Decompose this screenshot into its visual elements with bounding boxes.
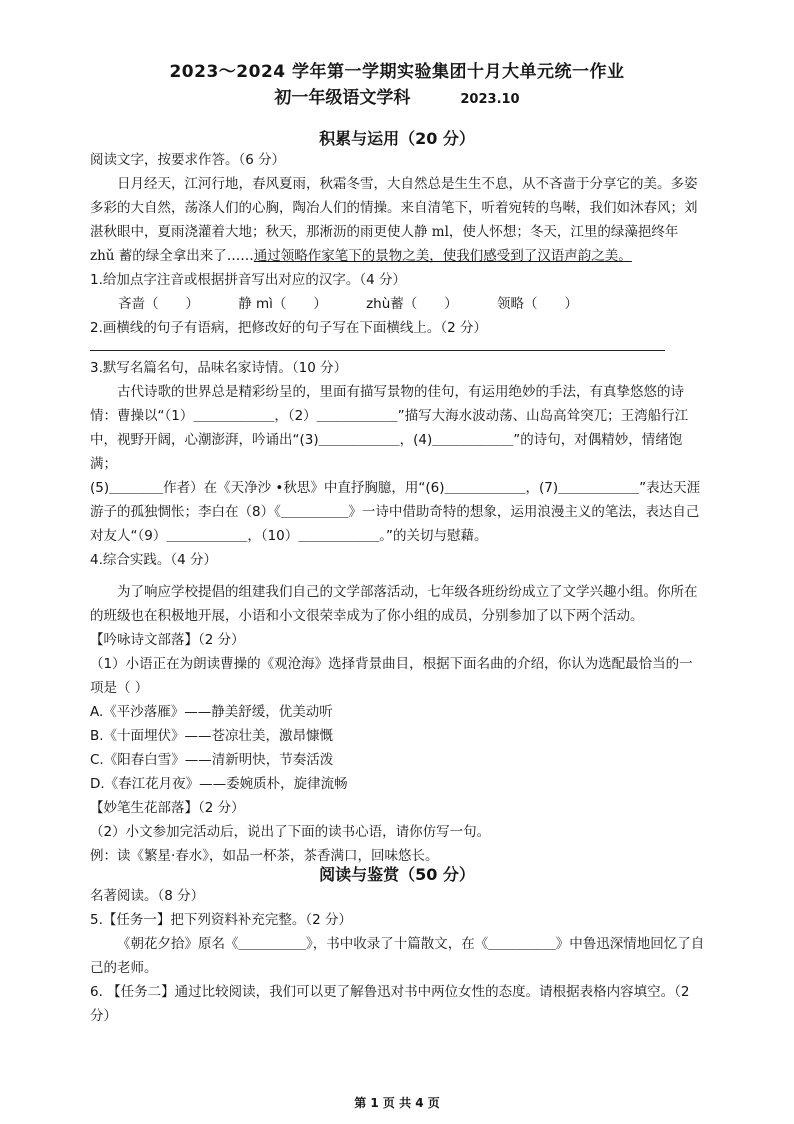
q1-item: 吝啬（ ） <box>118 296 199 312</box>
question-4-sub-2: （2）小文参加完活动后，说出了下面的读书心语，请你仿写一句。 <box>90 824 491 840</box>
question-1: 1.给加点字注音或根据拼音写出对应的汉字。（4 分） <box>90 272 407 288</box>
reading-instruction: 阅读文字，按要求作答。（6 分） <box>90 152 286 168</box>
question-4-intro: 为了响应学校提倡的组建我们自己的文学部落活动，七年级各班纷纷成立了文学兴趣小组。你所在的班级也在积极地开展，小语和小文很荣幸成为了你小组的成员，分别参加了以下两个活动。 <box>90 584 698 624</box>
option-b: B.《十面埋伏》——苍凉壮美，激昂慷慨 <box>90 728 334 744</box>
question-3: 3.默写名篇名句，品味名家诗情。（10 分） <box>90 360 348 376</box>
question-1-items <box>118 292 578 316</box>
question-3-text-1: 古代诗歌的世界总是精彩纷呈的，里面有描写景物的佳句，有运用绝妙的手法，有真挚悠悠的诗情：曹操以“（1）＿＿＿＿＿＿，（2）＿＿＿＿＿＿”描写大海水波动荡、山岛高耸突兀；王湾船行江中，视野开阔，心潮澎湃，吟诵出“(3)＿＿＿＿＿＿，(4)＿＿＿＿＿＿”的诗句，对偶精妙，情绪饱满； <box>90 384 689 472</box>
exam-header <box>0 60 794 112</box>
section1-part-b <box>90 356 705 868</box>
subject-label: 初一年级语文学科 <box>274 88 411 108</box>
question-4-example: 例：读《繁星·春水》，如品一杯茶，茶香满口，回味悠长。 <box>90 848 439 864</box>
passage-body: 日月经天，江河行地，春风夏雨，秋霜冬雪，大自然总是生生不息，从不吝啬于分享它的美。多姿多彩的大自然，荡涤人们的心胸，陶冶人们的情操。来自清笔下，听着宛转的鸟啭，我们如沐春风；刘湛秋眼中，夏雨浇灌着大地；秋天，那淅沥的雨更使人静 ml，使人怀想；冬天，江里的绿藻挹终年 zhǔ 蓄的绿全拿出来了…… <box>90 176 698 264</box>
page-number: 第 1 页 共 4 页 <box>354 1096 440 1110</box>
question-6: 6. 【任务二】通过比较阅读，我们可以更了解鲁迅对书中两位女性的态度。请根据表格内容填空。（2 分） <box>90 984 690 1024</box>
tribe-poetry-heading: 【吟咏诗文部落】（2 分） <box>90 632 245 648</box>
section-title-reading: 阅读与鉴赏（50 分） <box>319 865 475 884</box>
classic-reading-instruction: 名著阅读。（8 分） <box>90 888 205 904</box>
question-3-text-2: (5)＿＿＿＿作者）在《天净沙 •秋思》中直抒胸臆，用“(6)＿＿＿＿＿＿，(7)＿＿＿＿＿＿”表达天涯游子的孤独惆怅；李白在（8）《＿＿＿＿＿》一诗中借助奇特的想象，运用浪漫主义的笔法，表达自己对友人“（9）＿＿＿＿＿＿，（10）＿＿＿＿＿＿。”的关切与慰藉。 <box>90 480 701 544</box>
q1-item: 领略（ ） <box>496 296 578 312</box>
tribe-writing-heading: 【妙笔生花部落】（2 分） <box>90 800 245 816</box>
option-c: C.《阳春白雪》——清新明快，节奏活泼 <box>90 752 334 768</box>
passage-underlined-sentence: 通过领略作家笔下的景物之美，使我们感受到了汉语声韵之美。 <box>253 248 632 264</box>
section-title-accumulation: 积累与运用（20 分） <box>319 129 475 148</box>
q1-item: zhù蓄（ ） <box>366 296 458 312</box>
section1-part-a <box>90 148 705 340</box>
question-5: 5.【任务一】把下列资料补充完整。（2 分） <box>90 912 353 928</box>
question-4-sub-1: （1）小语正在为朗读曹操的《观沧海》选择背景曲目，根据下面名曲的介绍，你认为选配最恰当的一项是（ ） <box>90 656 693 696</box>
answer-line[interactable] <box>90 350 665 351</box>
option-d: D.《春江花月夜》——委婉质朴，旋律流畅 <box>90 776 348 792</box>
exam-date: 2023.10 <box>460 92 520 107</box>
passage-text <box>90 172 705 268</box>
question-5-text: 《朝花夕拾》原名《＿＿＿＿＿》，书中收录了十篇散文，在《＿＿＿＿＿》中鲁迅深情地回忆了自己的老师。 <box>90 936 705 976</box>
section2-body <box>90 884 705 1028</box>
exam-title: 2023～2024 学年第一学期实验集团十月大单元统一作业 <box>169 62 625 82</box>
option-a: A.《平沙落雁》——静美舒缓，优美动听 <box>90 704 333 720</box>
q1-item: 静 mì（ ） <box>238 296 327 312</box>
exam-subtitle <box>0 86 794 112</box>
question-4: 4.综合实践。（4 分） <box>90 552 218 568</box>
question-2: 2.画横线的句子有语病，把修改好的句子写在下面横线上。（2 分） <box>90 320 488 336</box>
